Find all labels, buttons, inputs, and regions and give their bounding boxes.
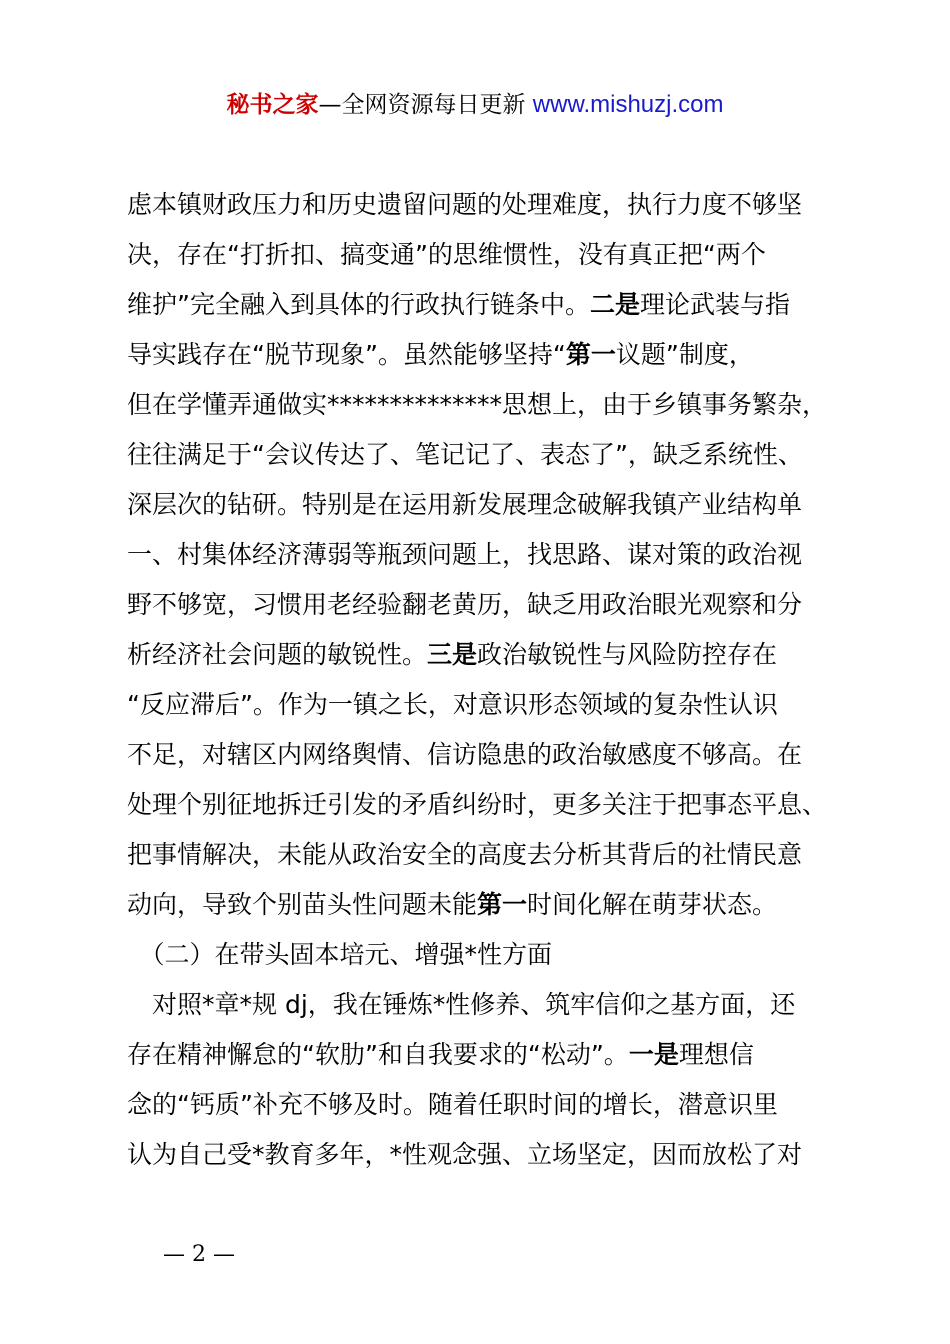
text-segment: 深层次的钻研。特别是在运用新发展理念破解我镇产业结构单	[127, 490, 803, 519]
text-line	[127, 885, 847, 935]
text-segment: 对照*章*规 dj，我在锤炼*性修养、筑牢信仰之基方面，还	[127, 990, 796, 1019]
text-segment: 时间化解在萌芽状态。	[527, 890, 778, 919]
text-line	[127, 485, 847, 535]
text-line	[127, 785, 847, 835]
bold-text-segment: 第一	[565, 340, 616, 369]
text-segment: 不足，对辖区内网络舆情、信访隐患的政治敏感度不够高。在	[127, 740, 803, 769]
text-line	[127, 1035, 847, 1085]
text-line	[127, 935, 847, 985]
site-url-link[interactable]: www.mishuzj.com	[532, 91, 724, 118]
text-segment: 认为自己受*教育多年，*性观念强、立场坚定，因而放松了对	[127, 1140, 803, 1169]
text-line	[127, 985, 847, 1035]
text-line	[127, 435, 847, 485]
text-line	[127, 835, 847, 885]
bold-text-segment: 二是	[589, 290, 640, 319]
text-line	[127, 735, 847, 785]
text-line	[127, 1135, 847, 1185]
text-segment: 念的“钙质”补充不够及时。随着任职时间的增长，潜意识里	[127, 1090, 778, 1119]
site-header	[0, 88, 950, 122]
text-segment: 虑本镇财政压力和历史遗留问题的处理难度，执行力度不够坚	[127, 190, 803, 219]
document-body	[127, 185, 847, 1185]
text-segment: 野不够宽，习惯用老经验翻老黄历，缺乏用政治眼光观察和分	[127, 590, 803, 619]
text-segment: 理论武装与指	[639, 290, 790, 319]
text-segment: 决，存在“打折扣、搞变通”的思维惯性，没有真正把“两个	[127, 240, 766, 269]
text-segment: 存在精神懈怠的“软肋”和自我要求的“松动”。	[127, 1040, 629, 1069]
text-segment: 处理个别征地拆迁引发的矛盾纠纷时，更多关注于把事态平息、	[127, 790, 828, 819]
text-segment: 政治敏锐性与风险防控存在	[477, 640, 778, 669]
text-segment: 析经济社会问题的敏锐性。	[127, 640, 428, 669]
site-slogan: —全网资源每日更新	[318, 92, 526, 118]
text-line	[127, 635, 847, 685]
bold-text-segment: 第一	[477, 890, 528, 919]
text-line	[127, 585, 847, 635]
bold-text-segment: 三是	[427, 640, 478, 669]
site-brand: 秘书之家	[226, 92, 319, 118]
text-segment: 维护”完全融入到具体的行政执行链条中。	[127, 290, 590, 319]
text-segment: 理想信	[678, 1040, 754, 1069]
text-segment: （二）在带头固本培元、增强*性方面	[127, 940, 553, 969]
text-line	[127, 285, 847, 335]
text-line	[127, 335, 847, 385]
text-segment: 但在学懂弄通做实**************思想上，由于乡镇事务繁杂，	[127, 390, 828, 419]
text-line	[127, 685, 847, 735]
text-segment: 议题”制度，	[615, 340, 754, 369]
text-segment: 一、村集体经济薄弱等瓶颈问题上，找思路、谋对策的政治视	[127, 540, 803, 569]
text-line	[127, 235, 847, 285]
text-segment: “反应滞后”。作为一镇之长，对意识形态领域的复杂性认识	[127, 690, 778, 719]
text-line	[127, 385, 847, 435]
text-line	[127, 535, 847, 585]
text-line	[127, 185, 847, 235]
text-segment: 把事情解决，未能从政治安全的高度去分析其背后的社情民意	[127, 840, 803, 869]
text-segment: 往往满足于“会议传达了、笔记记了、表态了”，缺乏系统性、	[127, 440, 803, 469]
bold-text-segment: 一是	[628, 1040, 679, 1069]
text-segment: 动向，导致个别苗头性问题未能	[127, 890, 478, 919]
text-line	[127, 1085, 847, 1135]
page-number: — 2 —	[163, 1242, 235, 1267]
text-segment: 导实践存在“脱节现象”。虽然能够坚持“	[127, 340, 566, 369]
